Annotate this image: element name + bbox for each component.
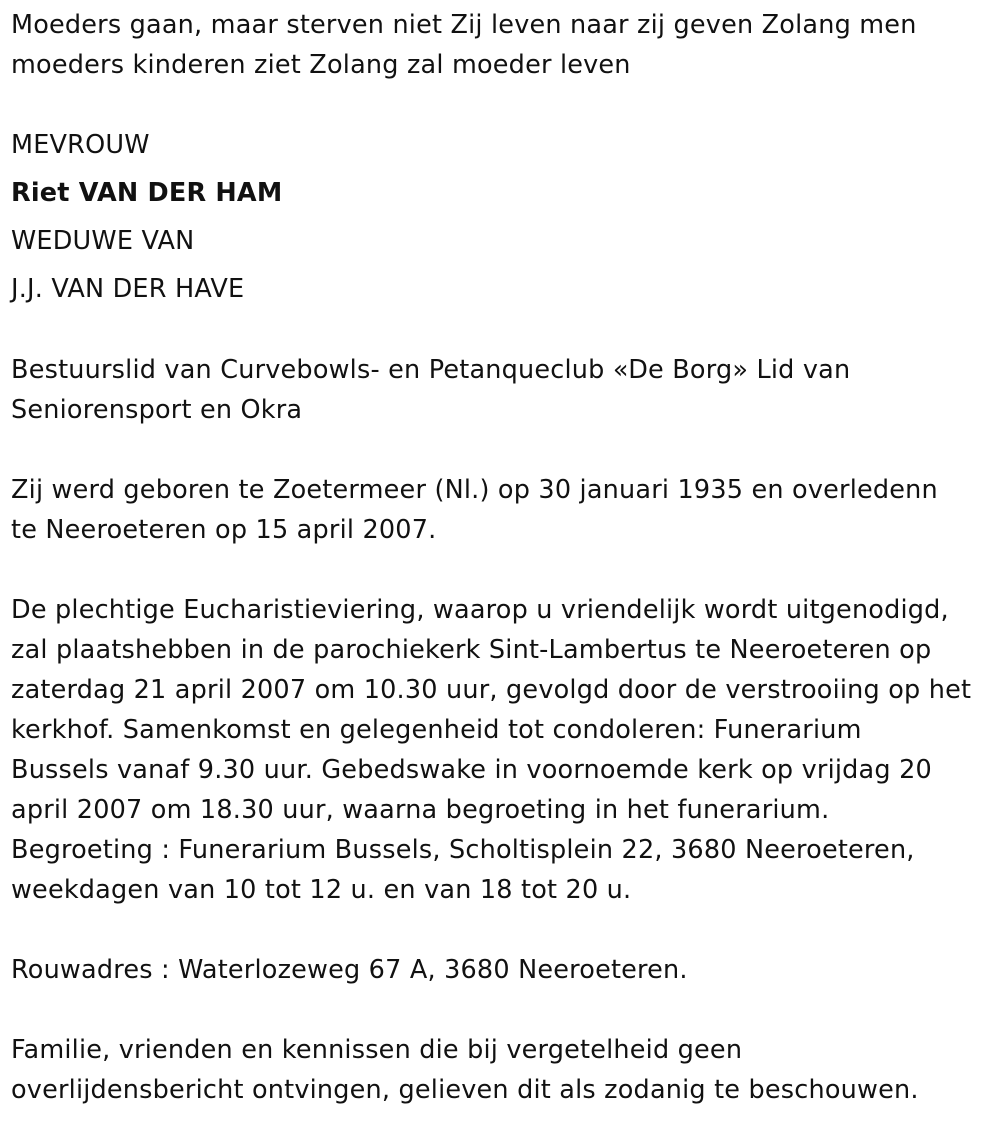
ceremony-line: april 2007 om 18.30 uur, waarna begroeting in het funerarium. xyxy=(11,795,830,825)
ceremony-paragraph xyxy=(11,590,996,910)
deceased-relation-text: WEDUWE VAN xyxy=(11,226,195,256)
deceased-title-text: MEVROUW xyxy=(11,130,150,160)
birth-death-line: te Neeroeteren op 15 april 2007. xyxy=(11,515,437,545)
birth-death-paragraph xyxy=(11,470,996,550)
deceased-title xyxy=(11,125,996,165)
ceremony-line: weekdagen van 10 tot 12 u. en van 18 tot 20 u. xyxy=(11,875,632,905)
spouse-name-text: J.J. VAN DER HAVE xyxy=(11,274,245,304)
deceased-name xyxy=(11,173,996,213)
ceremony-line: kerkhof. Samenkomst en gelegenheid tot condoleren: Funerarium xyxy=(11,715,862,745)
family-notice-paragraph xyxy=(11,1030,996,1110)
family-notice-line: Familie, vrienden en kennissen die bij vergetelheid geen xyxy=(11,1035,743,1065)
deceased-relation xyxy=(11,221,996,261)
address-paragraph xyxy=(11,950,996,990)
membership-line: Bestuurslid van Curvebowls- en Petanqueclub «De Borg» Lid van xyxy=(11,355,851,385)
ceremony-line: De plechtige Eucharistieviering, waarop u vriendelijk wordt uitgenodigd, xyxy=(11,595,949,625)
family-notice-line: overlijdensbericht ontvingen, gelieven dit als zodanig te beschouwen. xyxy=(11,1075,919,1105)
ceremony-line: Begroeting : Funerarium Bussels, Scholtisplein 22, 3680 Neeroeteren, xyxy=(11,835,915,865)
birth-death-line: Zij werd geboren te Zoetermeer (Nl.) op 30 januari 1935 en overledenn xyxy=(11,475,938,505)
poem-line: moeders kinderen ziet Zolang zal moeder leven xyxy=(11,50,631,80)
membership-paragraph xyxy=(11,350,996,430)
membership-line: Seniorensport en Okra xyxy=(11,395,303,425)
poem-paragraph xyxy=(11,5,996,85)
address-line: Rouwadres : Waterlozeweg 67 A, 3680 Neeroeteren. xyxy=(11,955,688,985)
ceremony-line: Bussels vanaf 9.30 uur. Gebedswake in voornoemde kerk op vrijdag 20 xyxy=(11,755,932,785)
deceased-name-text: Riet VAN DER HAM xyxy=(11,178,283,208)
poem-line: Moeders gaan, maar sterven niet Zij leven naar zij geven Zolang men xyxy=(11,10,917,40)
spouse-name xyxy=(11,269,996,309)
ceremony-line: zaterdag 21 april 2007 om 10.30 uur, gevolgd door de verstrooiing op het xyxy=(11,675,972,705)
ceremony-line: zal plaatshebben in de parochiekerk Sint-Lambertus te Neeroeteren op xyxy=(11,635,932,665)
